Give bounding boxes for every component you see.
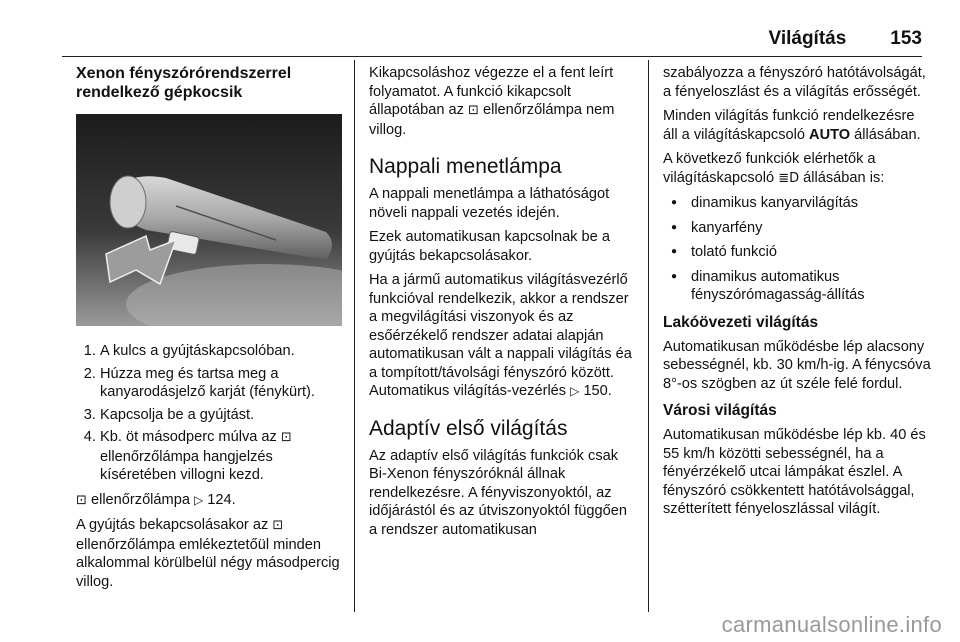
column-divider-2: [648, 60, 649, 612]
page-reference-arrow-icon: ▷: [570, 384, 580, 398]
header-rule: [62, 56, 922, 57]
section-title: Világítás: [768, 28, 847, 49]
indicator-lamp-icon: ⊡: [76, 492, 87, 508]
list-item: ● dinamikus automatikus fényszórómagasság-állítás: [663, 268, 931, 305]
headlamp-icon: ≣D: [778, 170, 800, 186]
ignition-text: A gyújtás bekapcsolásakor az: [76, 517, 273, 533]
step-3: 3. Kapcsolja be a gyújtást.: [100, 406, 342, 425]
deactivation-text: Kikapcsoláshoz végezze el a fent leírt folyamatot. A funkció kikapcsolt állapotában az: [369, 65, 614, 118]
deactivation-text-2: ellenőrzőlámpa nem villog.: [369, 102, 615, 138]
lamp-reference: [76, 491, 342, 511]
step-2: 2. Húzza meg és tartsa meg a kanyarodásjelző karját (fénykürt).: [100, 365, 342, 402]
function-list: [663, 194, 931, 305]
ignition-paragraph: [76, 516, 342, 591]
daytime-paragraph-3-page: 150.: [579, 383, 612, 399]
deactivation-paragraph: [369, 64, 633, 139]
column-1: [76, 64, 342, 597]
activation-steps: [76, 342, 342, 485]
headlamp-position-text-2: állásában is:: [799, 169, 885, 186]
residential-lighting-heading: Lakóövezeti világítás: [663, 313, 819, 331]
adaptive-paragraph: Az adaptív első világítás funkciók csak Bi-Xenon fényszóróknál állnak rendelkezésre. A fényviszonyoktól, az időjárástól és az útviszonyoktól függően a rendszer automatikusan: [369, 447, 627, 538]
list-item: ● tolató funkció: [663, 243, 931, 262]
watermark: carmanualsonline.info: [721, 612, 942, 637]
city-paragraph: Automatikusan működésbe lép kb. 40 és 55 km/h közötti sebességnél, ha a fényérzékelő utcai lámpákat észlel. A fényszóró csökkentett hatótávolsággal, szétterített fényeloszlással világít.: [663, 427, 926, 517]
lamp-reference-text: ellenőrzőlámpa: [86, 491, 194, 508]
auto-position-paragraph: [663, 107, 931, 144]
daytime-paragraph-1: A nappali menetlámpa a láthatóságot növeli nappali vezetés idején.: [369, 186, 610, 221]
daytime-running-lights-heading: Nappali menetlámpa: [369, 155, 562, 178]
adaptive-lighting-heading: Adaptív első világítás: [369, 416, 568, 440]
page-reference-arrow-icon: ▷: [194, 492, 204, 507]
ignition-text-2: ellenőrzőlámpa emlékeztetőül minden alkalommal körülbelül négy másodpercig villog.: [76, 536, 340, 590]
auto-label: AUTO: [809, 126, 851, 143]
auto-position-text-2: állásában.: [850, 126, 921, 143]
column-3: [663, 64, 931, 525]
page-number: 153: [890, 28, 922, 49]
city-lighting-heading: Városi világítás: [663, 402, 777, 419]
indicator-lamp-icon: ⊡: [280, 430, 292, 445]
headlamp-position-paragraph: [663, 150, 931, 188]
step-4: [100, 428, 342, 485]
switch-lever-figure: [76, 114, 342, 326]
adaptive-continued: szabályozza a fényszóró hatótávolságát, a fényeloszlást és a világítás erősségét.: [663, 65, 926, 100]
indicator-lamp-icon: ⊡: [272, 518, 284, 533]
column-2: [369, 64, 633, 545]
step-4-text: Kb. öt másodperc múlva az: [100, 429, 281, 445]
list-item: ● dinamikus kanyarvilágítás: [663, 194, 931, 213]
daytime-paragraph-2: Ezek automatikusan kapcsolnak be a gyújtás bekapcsolásakor.: [369, 229, 610, 264]
lamp-reference-page: 124.: [203, 491, 236, 508]
step-1: 1. A kulcs a gyújtáskapcsolóban.: [100, 342, 342, 361]
list-item: ● kanyarfény: [663, 219, 931, 238]
daytime-paragraph-3-text: Ha a jármű automatikus világításvezérlő funkcióval rendelkezik, akkor a rendszer a megvilágítási viszonyok és az esőérzékelő rendszer adatai alapján automatikusan vált a nappali világítás éa a tompított/távolsági fényszóró között. Automatikus világítás-vezérlés: [369, 272, 632, 399]
page-header: [768, 28, 922, 50]
indicator-lamp-icon: ⊡: [468, 103, 479, 118]
column-divider-1: [354, 60, 355, 612]
headlight-switch-lever-illustration: [76, 114, 342, 326]
headlamp-position-text: A következő funkciók elérhetők a világításkapcsoló: [663, 151, 876, 186]
daytime-paragraph-3: [369, 271, 633, 401]
step-4-text-2: ellenőrzőlámpa hangjelzés kíséretében villogni kezd.: [100, 448, 273, 483]
auto-position-text: Minden világítás funkció rendelkezésre áll a világításkapcsoló: [663, 108, 915, 143]
residential-paragraph: Automatikusan működésbe lép alacsony sebességnél, kb. 30 km/h-ig. A fénycsóva 8°-os szögben az út széle felé fordul.: [663, 338, 931, 392]
xenon-heading: Xenon fényszórórendszerrel rendelkező gépkocsik: [76, 65, 292, 101]
